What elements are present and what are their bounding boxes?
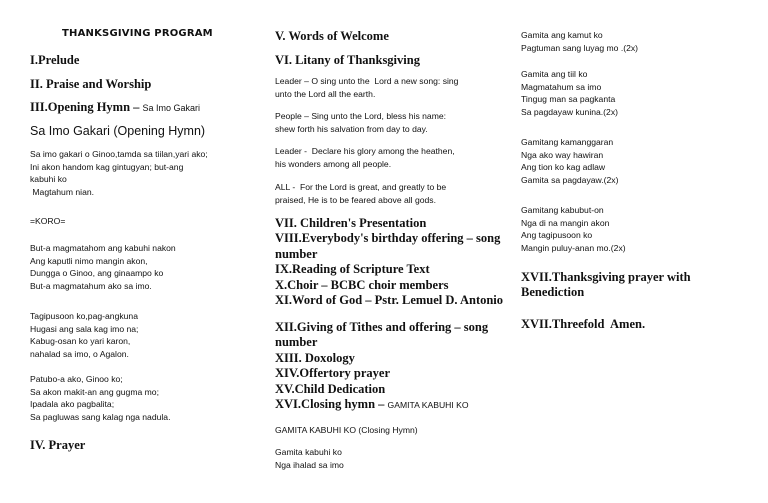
- program-items-b-text: XII.Giving of Tithes and offering – song number XIII. Doxology XIV.Offertory prayer XV.Child Dedication XVI.Closing hymn –: [275, 320, 489, 412]
- opening-hymn-label: III.Opening Hymn –: [30, 100, 140, 114]
- prelude-heading: I.Prelude: [30, 53, 80, 67]
- closing-stanza-4: Gamitang kabubut-on Nga di na mangin akon Ang tagipusoon ko Mangin puluy-anan mo.(2x): [521, 205, 626, 253]
- program-items-a: VII. Children's Presentation VIII.Everybody's birthday offering – song number IX.Reading of Scripture Text X.Choir – BCBC choir members XI.Word of God – Pstr. Lemuel D. Antonio: [275, 216, 504, 308]
- praise-heading: II. Praise and Worship: [30, 77, 152, 91]
- litany-leader-1: Leader – O sing unto the Lord a new song: sing unto the Lord all the earth.: [275, 76, 459, 99]
- closing-song-title: GAMITA KABUHI KO (Closing Hymn): [275, 425, 418, 435]
- litany-heading: VI. Litany of Thanksgiving: [275, 53, 420, 67]
- litany-leader-2: Leader - Declare his glory among the heathen, his wonders among all people.: [275, 146, 455, 169]
- opening-chorus: But-a magmatahom ang kabuhi nakon Ang kaputli nimo mangin akon, Dungga o Ginoo, ang ginaampo ko But-a magmatahum ako sa imo.: [30, 243, 176, 291]
- opening-hymn-subtitle: Sa Imo Gakari: [142, 103, 201, 113]
- amen-heading: XVII.Threefold Amen.: [521, 317, 646, 331]
- opening-verse-2: Tagipusoon ko,pag-angkuna Hugasi ang sala kag imo na; Kabug-osan ko yari karon, nahalad sa imo, o Agalon.: [30, 311, 139, 359]
- opening-song-title: Sa Imo Gakari (Opening Hymn): [30, 124, 206, 138]
- koro-label: =KORO=: [30, 216, 66, 226]
- closing-stanza-1: Gamita ang kamut ko Pagtuman sang luyag mo .(2x): [521, 30, 639, 53]
- opening-verse-1: Sa imo gakari o Ginoo,tamda sa tiilan,yari ako; Ini akon handom kag gintugyan; but-ang kabuhi ko Magtahum nian.: [30, 149, 208, 197]
- welcome-heading: V. Words of Welcome: [275, 29, 389, 43]
- opening-hymn-heading: [30, 100, 200, 116]
- closing-hymn-subtitle: GAMITA KABUHI KO: [387, 400, 469, 411]
- opening-verse-3: Patubo-a ako, Ginoo ko; Sa akon makit-an ang gugma mo; Ipadala ako pagbalita; Sa pagluwas sang kalag nga nadula.: [30, 374, 171, 422]
- litany-people: People – Sing unto the Lord, bless his name: shew forth his salvation from day to day.: [275, 111, 447, 134]
- program-items-b: [275, 320, 488, 413]
- closing-verse-start: Gamita kabuhi ko Nga ihalad sa imo: [275, 447, 344, 470]
- litany-all: ALL - For the Lord is great, and greatly to be praised, He is to be feared above all gods.: [275, 182, 447, 205]
- prayer-heading: IV. Prayer: [30, 438, 86, 452]
- closing-stanza-3: Gamitang kamanggaran Nga ako way hawiran Ang tion ko kag adlaw Gamita sa pagdayaw.(2x): [521, 137, 619, 185]
- closing-stanza-2: Gamita ang tiil ko Magmatahum sa imo Tingug man sa pagkanta Sa pagdayaw kunina.(2x): [521, 69, 618, 117]
- thanksgiving-prayer-heading: XVII.Thanksgiving prayer with Benediction: [521, 270, 691, 300]
- program-title: THANKSGIVING PROGRAM: [62, 28, 213, 39]
